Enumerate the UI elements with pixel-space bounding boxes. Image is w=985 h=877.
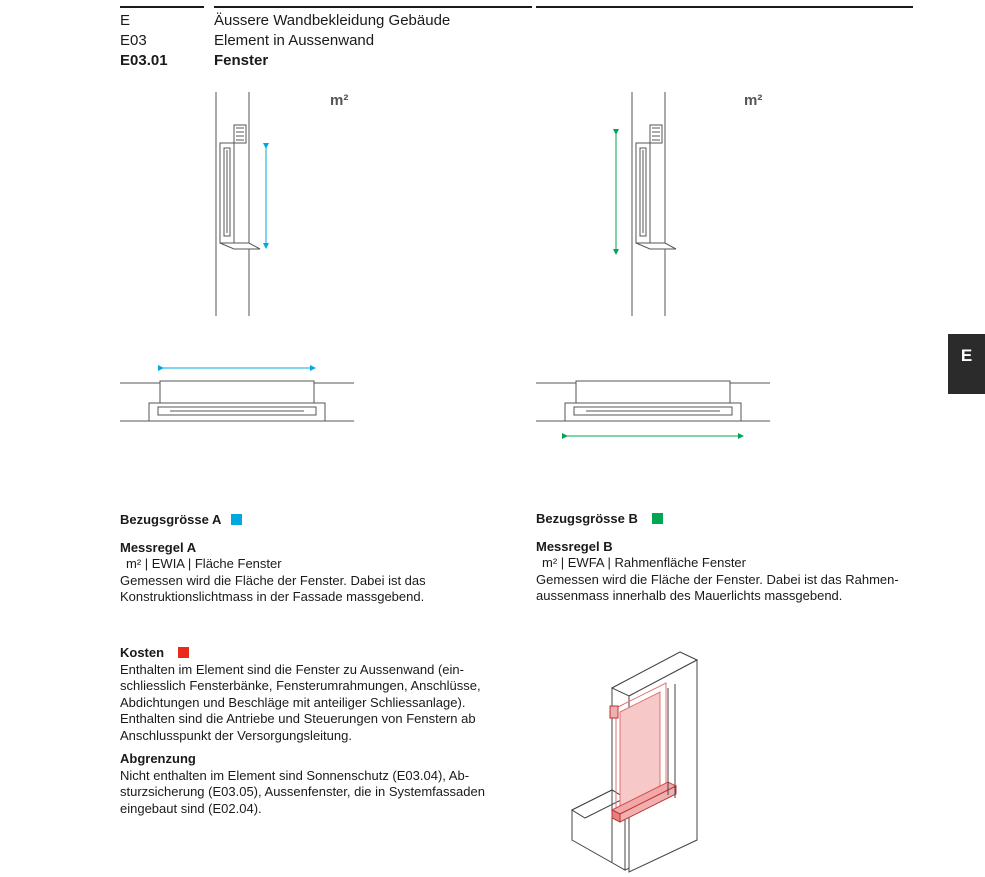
bezugsgroesse-b-heading	[536, 511, 926, 528]
title-e0301: Fenster	[214, 52, 269, 69]
code-e0301: E03.01	[120, 52, 168, 69]
plan-a	[120, 381, 354, 421]
kosten-line-1: Enthalten im Element sind die Fenster zu Aussenwand (ein-	[120, 661, 464, 677]
kosten-label: Kosten	[120, 645, 165, 660]
kosten-section	[120, 645, 510, 817]
unit-label-b: m²	[744, 92, 763, 109]
code-e: E	[120, 12, 131, 29]
isometric-window	[572, 652, 697, 872]
kosten-line-3: Abdichtungen und Beschläge mit anteiliger Schliessanlage).	[120, 694, 466, 710]
unit-label-a: m²	[330, 92, 349, 109]
section-a-vertical	[216, 92, 260, 316]
bezugsgroesse-a-heading	[120, 512, 500, 529]
section-a-text-2: Konstruktionslichtmass in der Fassade massgebend.	[120, 589, 425, 604]
abgrenzung-heading: Abgrenzung	[120, 751, 196, 766]
abgrenzung-line-2: sturzsicherung (E03.05), Aussenfenster, die in Systemfassaden	[120, 784, 485, 799]
bezugsgroesse-b-label: Bezugsgrösse B	[536, 511, 638, 526]
kosten-heading	[120, 645, 510, 662]
kosten-line-4: Enthalten sind die Antriebe und Steuerungen von Fenstern ab	[120, 711, 476, 726]
swatch-b	[652, 513, 663, 524]
section-b-vertical	[632, 92, 676, 316]
title-e: Äussere Wandbekleidung Gebäude	[214, 12, 451, 29]
code-e03: E03	[120, 32, 147, 49]
abgrenzung-line-1: Nicht enthalten im Element sind Sonnenschutz (E03.04), Ab-	[120, 767, 470, 783]
section-b-text-1: Gemessen wird die Fläche der Fenster. Dabei ist das Rahmen-	[536, 571, 899, 587]
kosten-line-5: Anschlusspunkt der Versorgungsleitung.	[120, 727, 352, 743]
messregel-b-heading: Messregel B	[536, 538, 613, 554]
title-e03: Element in Aussenwand	[214, 32, 375, 49]
bezugsgroesse-a-label: Bezugsgrösse A	[120, 512, 222, 527]
messregel-b-line: m² | EWFA | Rahmenfläche Fenster	[542, 555, 746, 570]
section-a-text-1: Gemessen wird die Fläche der Fenster. Dabei ist das	[120, 572, 426, 588]
section-b	[536, 511, 926, 605]
swatch-a	[231, 514, 242, 525]
kosten-line-2: schliesslich Fensterbänke, Fensterumrahmungen, Anschlüsse,	[120, 678, 481, 693]
messregel-a-line: m² | EWIA | Fläche Fenster	[126, 556, 282, 571]
abgrenzung-line-3: eingebaut sind (E02.04).	[120, 800, 262, 816]
section-a	[120, 512, 500, 606]
plan-b	[536, 381, 770, 421]
messregel-a-heading: Messregel A	[120, 539, 197, 555]
chapter-tab[interactable]: E	[948, 334, 985, 394]
swatch-kosten	[178, 647, 189, 658]
section-b-text-2: aussenmass innerhalb des Mauerlichts massgebend.	[536, 588, 843, 603]
